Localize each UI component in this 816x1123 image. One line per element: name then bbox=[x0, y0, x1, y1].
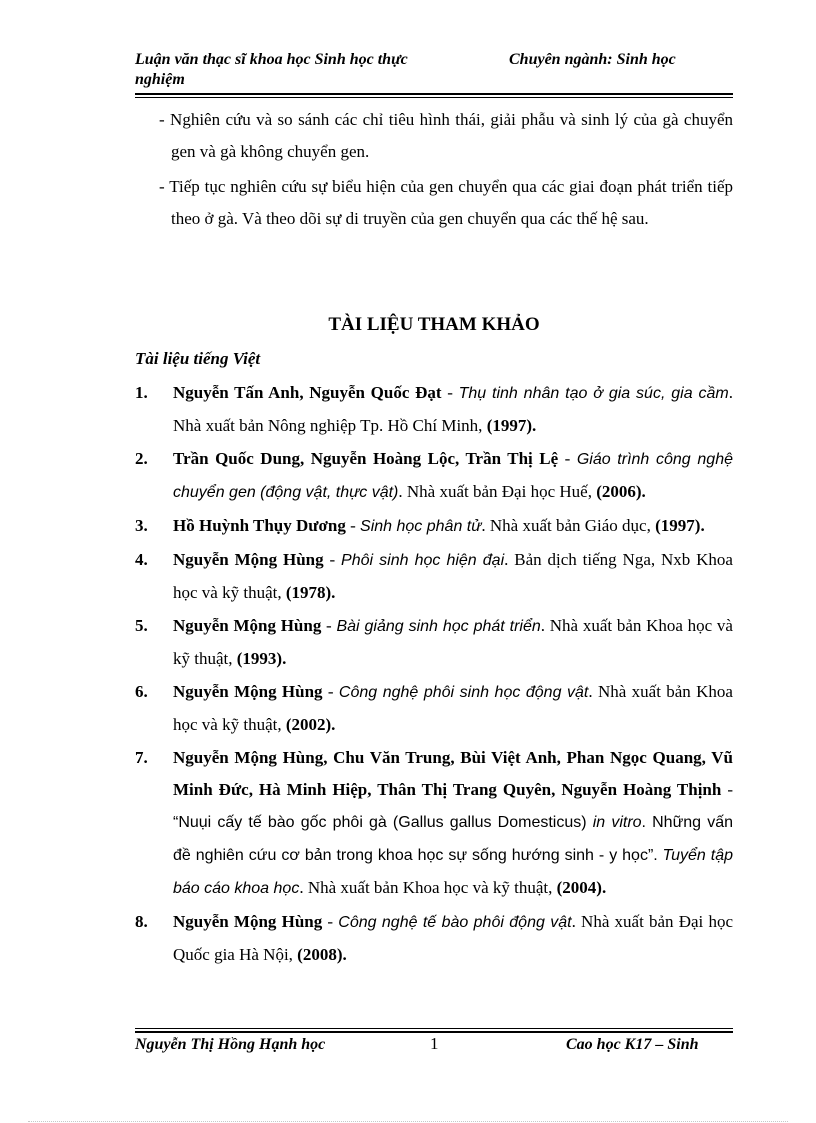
header-thesis-title: Luận văn thạc sĩ khoa học Sinh học thực nghiệm bbox=[135, 51, 408, 88]
reference-separator: - bbox=[345, 516, 361, 535]
reference-end: . bbox=[331, 715, 336, 734]
reference-end: . bbox=[700, 516, 705, 535]
reference-item bbox=[135, 377, 733, 442]
references-heading: TÀI LIỆU THAM KHẢO bbox=[328, 314, 540, 335]
reference-year: (2002) bbox=[285, 715, 332, 734]
reference-end: . bbox=[331, 583, 336, 602]
reference-authors: Nguyễn Mộng Hùng bbox=[173, 550, 324, 569]
reference-year: (1997) bbox=[486, 416, 533, 435]
reference-item bbox=[135, 510, 733, 543]
reference-title: Thụ tinh nhân tạo ở gia súc, gia cầm bbox=[458, 385, 729, 402]
reference-year: (1993) bbox=[236, 649, 283, 668]
reference-publisher: . Nhà xuất bản Khoa học và kỹ thuật, bbox=[173, 616, 733, 668]
reference-year: (1997) bbox=[655, 516, 701, 535]
reference-title: Sinh học phân tử bbox=[360, 518, 482, 535]
reference-number: 2. bbox=[135, 449, 148, 468]
reference-item bbox=[135, 443, 733, 509]
reference-authors: Nguyễn Mộng Hùng bbox=[173, 616, 322, 635]
header-rule bbox=[135, 93, 733, 95]
reference-title-continued: . Những vấn đề nghiên cứu cơ bản trong khoa học sự sống hướng sinh - y học”. bbox=[173, 814, 734, 864]
reference-authors: Nguyễn Mộng Hùng bbox=[173, 912, 323, 931]
reference-title: Bài giảng sinh học phát triển bbox=[336, 618, 541, 635]
reference-end: . bbox=[342, 945, 347, 964]
header-rule-thin bbox=[135, 97, 733, 98]
reference-separator: - bbox=[323, 550, 342, 569]
reference-end: . bbox=[641, 482, 646, 501]
reference-authors: Nguyễn Tấn Anh, Nguyễn Quốc Đạt bbox=[173, 383, 442, 402]
reference-end: . bbox=[282, 649, 287, 668]
page-number: 1 bbox=[430, 1034, 439, 1053]
footer-author: Nguyễn Thị Hồng Hạnh học bbox=[135, 1036, 326, 1053]
reference-item bbox=[135, 544, 733, 609]
reference-authors: Nguyễn Mộng Hùng bbox=[173, 682, 323, 701]
reference-list bbox=[135, 377, 733, 972]
reference-publisher: . Nhà xuất bản Nông nghiệp Tp. Hồ Chí Minh, bbox=[173, 383, 733, 435]
reference-title-italic: in vitro bbox=[592, 814, 642, 831]
reference-number: 8. bbox=[135, 912, 148, 931]
reference-item bbox=[135, 676, 733, 741]
header-specialization: Chuyên ngành: Sinh học bbox=[509, 51, 676, 68]
reference-end: . bbox=[601, 878, 607, 897]
reference-authors: Hồ Huỳnh Thụy Dương bbox=[173, 516, 346, 535]
reference-publisher: . Nhà xuất bản Khoa học và kỹ thuật, bbox=[173, 682, 733, 734]
reference-separator: - bbox=[721, 780, 733, 799]
reference-item bbox=[135, 906, 733, 971]
reference-separator: - bbox=[322, 912, 339, 931]
page-bottom-dotted-line bbox=[28, 1121, 788, 1122]
footer-rule bbox=[135, 1031, 733, 1033]
reference-authors: Nguyễn Mộng Hùng, Chu Văn Trung, Bùi Việt Anh, Phan Ngọc Quang, Vũ Minh Đức, Hà Minh Hiệp, Thân Thị Trang Quyên, Nguyễn Hoàng Thịnh bbox=[173, 748, 733, 799]
reference-year: (2006) bbox=[596, 482, 642, 501]
reference-title: Công nghệ phôi sinh học động vật bbox=[338, 684, 589, 701]
reference-title: Công nghệ tế bào phôi động vật bbox=[338, 914, 572, 931]
reference-item bbox=[135, 742, 733, 905]
reference-separator: - bbox=[321, 616, 337, 635]
reference-publisher: . Nhà xuất bản Đại học Huế, bbox=[398, 482, 597, 501]
recommendation-list bbox=[159, 104, 733, 238]
footer-rule-thin bbox=[135, 1028, 733, 1029]
reference-separator: - bbox=[558, 449, 577, 468]
reference-number: 6. bbox=[135, 682, 148, 701]
reference-number: 4. bbox=[135, 550, 148, 569]
reference-number: 7. bbox=[135, 748, 148, 767]
reference-end: . bbox=[532, 416, 537, 435]
reference-title: Phôi sinh học hiện đại bbox=[341, 552, 505, 569]
reference-collection: Tuyển tập báo cáo khoa học bbox=[173, 847, 734, 897]
reference-separator: - bbox=[322, 682, 339, 701]
reference-publisher: . Bản dịch tiếng Nga, Nxb Khoa học và kỹ thuật, bbox=[173, 550, 733, 602]
section-label-vietnamese: Tài liệu tiếng Việt bbox=[135, 349, 261, 368]
reference-year: (1978) bbox=[285, 583, 332, 602]
reference-title: Giáo trình công nghệ chuyển gen (động vật, thực vật) bbox=[173, 451, 733, 501]
reference-title: “Nuụi cấy tế bào gốc phôi gà (Gallus gallus Domesticus) bbox=[173, 814, 593, 831]
bullet-item: - Nghiên cứu và so sánh các chỉ tiêu hình thái, giải phẫu và sinh lý của gà chuyển gen và gà không chuyển gen. bbox=[159, 110, 733, 161]
reference-number: 3. bbox=[135, 516, 148, 535]
reference-number: 1. bbox=[135, 383, 148, 402]
reference-authors: Trần Quốc Dung, Nguyễn Hoàng Lộc, Trần Thị Lệ bbox=[173, 449, 559, 468]
reference-publisher: . Nhà xuất bản Khoa học và kỹ thuật, bbox=[299, 878, 557, 897]
reference-publisher: . Nhà xuất bản Giáo dục, bbox=[481, 516, 656, 535]
reference-separator: - bbox=[441, 383, 459, 402]
reference-item bbox=[135, 610, 733, 675]
reference-number: 5. bbox=[135, 616, 148, 635]
bullet-item: - Tiếp tục nghiên cứu sự biểu hiện của gen chuyển qua các giai đoạn phát triển tiếp theo ở gà. Và theo dõi sự di truyền của gen chuyển qua các thế hệ sau. bbox=[159, 177, 733, 228]
reference-year: (2004) bbox=[556, 878, 602, 897]
reference-year: (2008) bbox=[297, 945, 343, 964]
reference-publisher: . Nhà xuất bản Đại học Quốc gia Hà Nội, bbox=[173, 912, 733, 964]
footer-program: Cao học K17 – Sinh bbox=[566, 1036, 699, 1053]
